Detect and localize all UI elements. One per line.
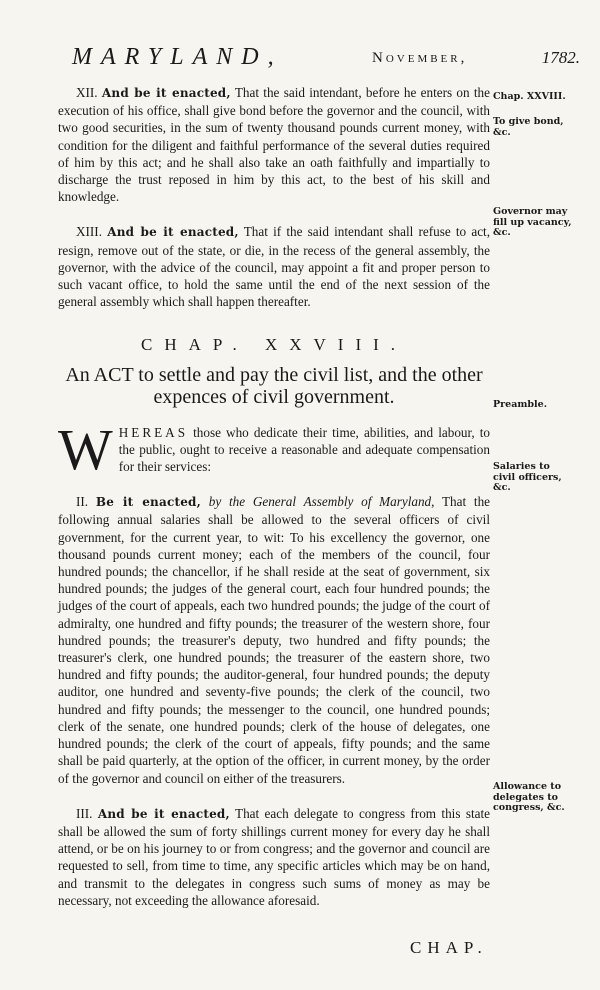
enacting-clause: And be it enacted, <box>97 806 230 821</box>
header-title: MARYLAND, <box>72 44 283 70</box>
act-title: An ACT to settle and pay the civil list, and the other expences of civil government. <box>65 363 483 408</box>
margin-note-preamble: Preamble. <box>493 399 548 410</box>
margin-note-vacancy: Governor may fill up vacancy, &c. <box>493 206 572 238</box>
margin-note-allowance: Allowance to delegates to congress, &c. <box>493 781 565 813</box>
section-text: That the said intendant, before he enters on the execution of his office, shall give bond before the governor and the council, with two good securities, in the sum of twenty thousand pounds current money, with condition for the diligent and faithful performance of the several duties required of him by this act; and he shall also take an oath faithfully and impartially to discharge the trust reposed in him by this act, to the best of his skill and knowledge. <box>58 85 491 205</box>
section-text: That the following annual salaries shall be allowed to the several officers of civil government, for the current year, to wit: To his excellency the governor, one thousand pounds current money; each of the members of the council, four hundred pounds; the chancellor, if he shall reside at the seat of government, six hundred pounds; the judges of the general court, each four hundred pounds; the judges of the court of appeals, each two hundred pounds; the judge of the court of admiralty, one hundred and fifty pounds; the treasurer of the western shore, four hundred pounds; the treasurer's deputy, two hundred and fifty pounds; the treasurer's clerk, one hundred pounds; the treasurer of the eastern shore, two hundred and fifty pounds; the auditor-general, four hundred pounds; the deputy auditor, one hundred and seventy-five pounds; the clerk of the council, two hundred and fifty pounds; the messenger to the council, one hundred pounds; clerk of the senate, one hundred pounds; clerk of the house of delegates, one hundred pounds; the clerk of the court of appeals, fifty pounds; and the same shall be paid quarterly, at the option of the officer, in current money, by the order of the governor and council on either of the treasurers. <box>58 494 491 786</box>
section-xiii <box>58 223 490 310</box>
header-month: November, <box>372 50 468 66</box>
preamble-text: those who dedicate their time, abilities, and labour, to the public, ought to receive a reasonable and adequate compensation for their services: <box>118 424 491 475</box>
running-header <box>60 44 580 70</box>
drop-cap: W <box>58 416 113 482</box>
section-text: That if the said intendant shall refuse to act, resign, remove out of the state, or die, in the recess of the general assembly, the governor, with the advice of the council, may appoint a fit and proper person to such vacant office, to hold the same until the end of the next session of the general assembly which shall happen thereafter. <box>58 224 491 310</box>
section-ii <box>58 493 490 786</box>
chapter-heading: CHAP. XXVIII. <box>140 335 408 355</box>
section-iii <box>58 805 490 909</box>
margin-note-bond: To give bond, &c. <box>493 116 564 138</box>
header-year: 1782. <box>541 48 580 67</box>
section-text: That each delegate to congress from this state shall be allowed the sum of forty shillings current money for every day he shall attend, or be on his journey to or from congress; and the governor and council are requested to sell, from time to time, any specific articles which may be on hand, and transmit to the delegates in congress such sums of money as may be necessary, not exceeding the allowance aforesaid. <box>58 805 490 908</box>
enacting-clause: Be it enacted, <box>95 495 201 510</box>
section-number: XIII. <box>76 224 102 240</box>
section-number: III. <box>76 805 93 821</box>
margin-note-chap: Chap. XXVIII. <box>493 91 566 102</box>
margin-note-salaries: Salaries to civil officers, &c. <box>493 461 562 493</box>
enacting-clause: And be it enacted, <box>107 225 239 240</box>
preamble-paragraph <box>58 416 491 482</box>
enacting-clause: And be it enacted, <box>101 86 231 100</box>
section-xii <box>58 84 490 205</box>
enacting-authority: by the General Assembly of Maryland, <box>208 494 435 510</box>
section-number: XII. <box>76 85 98 100</box>
section-number: II. <box>76 494 89 510</box>
catchword: CHAP. <box>410 938 488 957</box>
preamble-caps: HEREAS <box>118 424 189 440</box>
document-body <box>58 84 490 927</box>
